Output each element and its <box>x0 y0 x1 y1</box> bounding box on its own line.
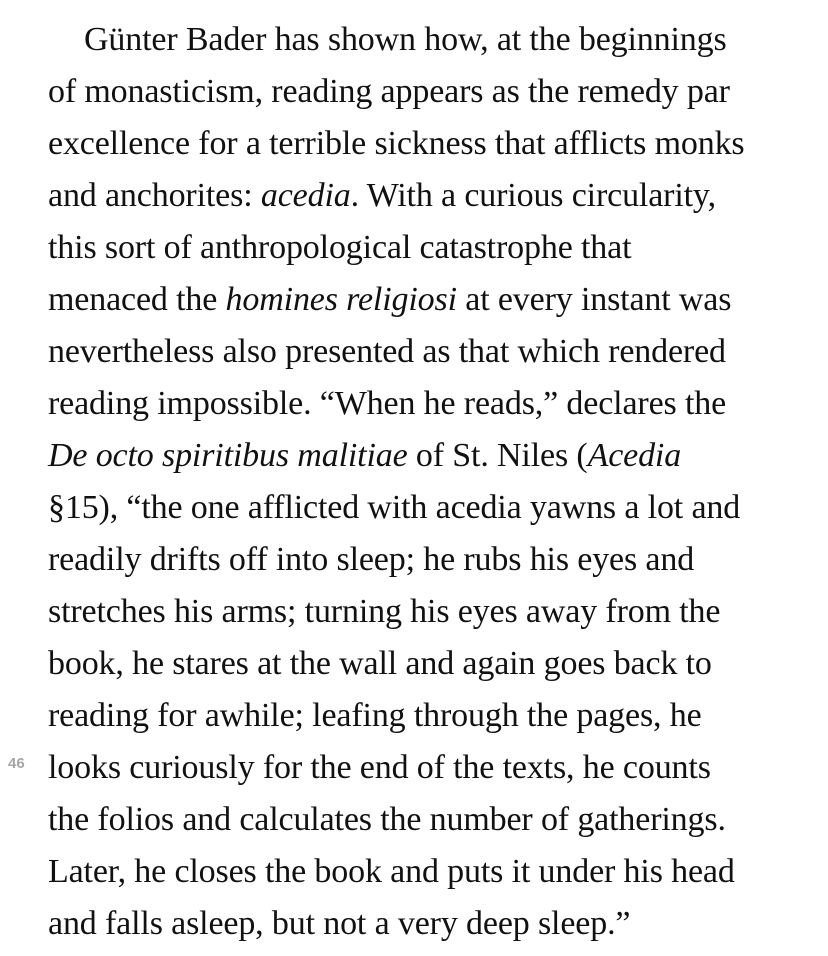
text-line <box>48 170 808 222</box>
text-segment: nevertheless also presented as that which rendered <box>48 333 726 370</box>
italic-text-segment: De octo spiritibus malitiae <box>48 437 408 474</box>
text-segment: reading for awhile; leafing through the pages, he <box>48 697 702 734</box>
text-line <box>48 794 808 846</box>
text-segment: of monasticism, reading appears as the remedy par <box>48 73 730 110</box>
text-line <box>48 378 808 430</box>
text-line <box>48 898 808 950</box>
text-line <box>48 66 808 118</box>
text-segment: menaced the <box>48 281 226 318</box>
text-segment: reading impossible. “When he reads,” declares the <box>48 385 727 422</box>
text-segment: at every instant was <box>456 281 732 318</box>
text-segment: book, he stares at the wall and again goes back to <box>48 645 712 682</box>
text-line <box>48 326 808 378</box>
text-segment: Günter Bader has shown how, at the beginnings <box>84 21 727 58</box>
text-line <box>48 846 808 898</box>
body-paragraph <box>48 14 808 950</box>
italic-text-segment: homines religiosi <box>225 281 457 318</box>
text-segment: . With a curious circularity, <box>350 177 716 214</box>
text-segment: excellence for a terrible sickness that afflicts monks <box>48 125 745 162</box>
text-segment: the folios and calculates the number of gatherings. <box>48 801 726 838</box>
text-line <box>48 534 808 586</box>
text-segment: of St. Niles ( <box>407 437 588 474</box>
text-segment: this sort of anthropological catastrophe that <box>48 229 632 266</box>
text-segment: looks curiously for the end of the texts, he counts <box>48 749 711 786</box>
text-segment: and anchorites: <box>48 177 261 214</box>
text-segment: §15), “the one afflicted with acedia yawns a lot and <box>48 489 741 526</box>
text-line <box>48 430 808 482</box>
text-line <box>48 14 808 66</box>
page-number: 46 <box>8 755 25 772</box>
italic-text-segment: acedia <box>260 177 351 214</box>
text-segment: stretches his arms; turning his eyes away from the <box>48 593 721 630</box>
text-segment: Later, he closes the book and puts it under his head <box>48 853 735 890</box>
text-line <box>48 222 808 274</box>
text-line <box>48 118 808 170</box>
text-line <box>48 482 808 534</box>
italic-text-segment: Acedia <box>587 437 682 474</box>
text-line <box>48 690 808 742</box>
text-line <box>48 638 808 690</box>
text-segment: and falls asleep, but not a very deep sleep.” <box>48 905 631 942</box>
text-line <box>48 586 808 638</box>
text-segment: readily drifts off into sleep; he rubs his eyes and <box>48 541 695 578</box>
text-line <box>48 274 808 326</box>
text-line <box>48 742 808 794</box>
